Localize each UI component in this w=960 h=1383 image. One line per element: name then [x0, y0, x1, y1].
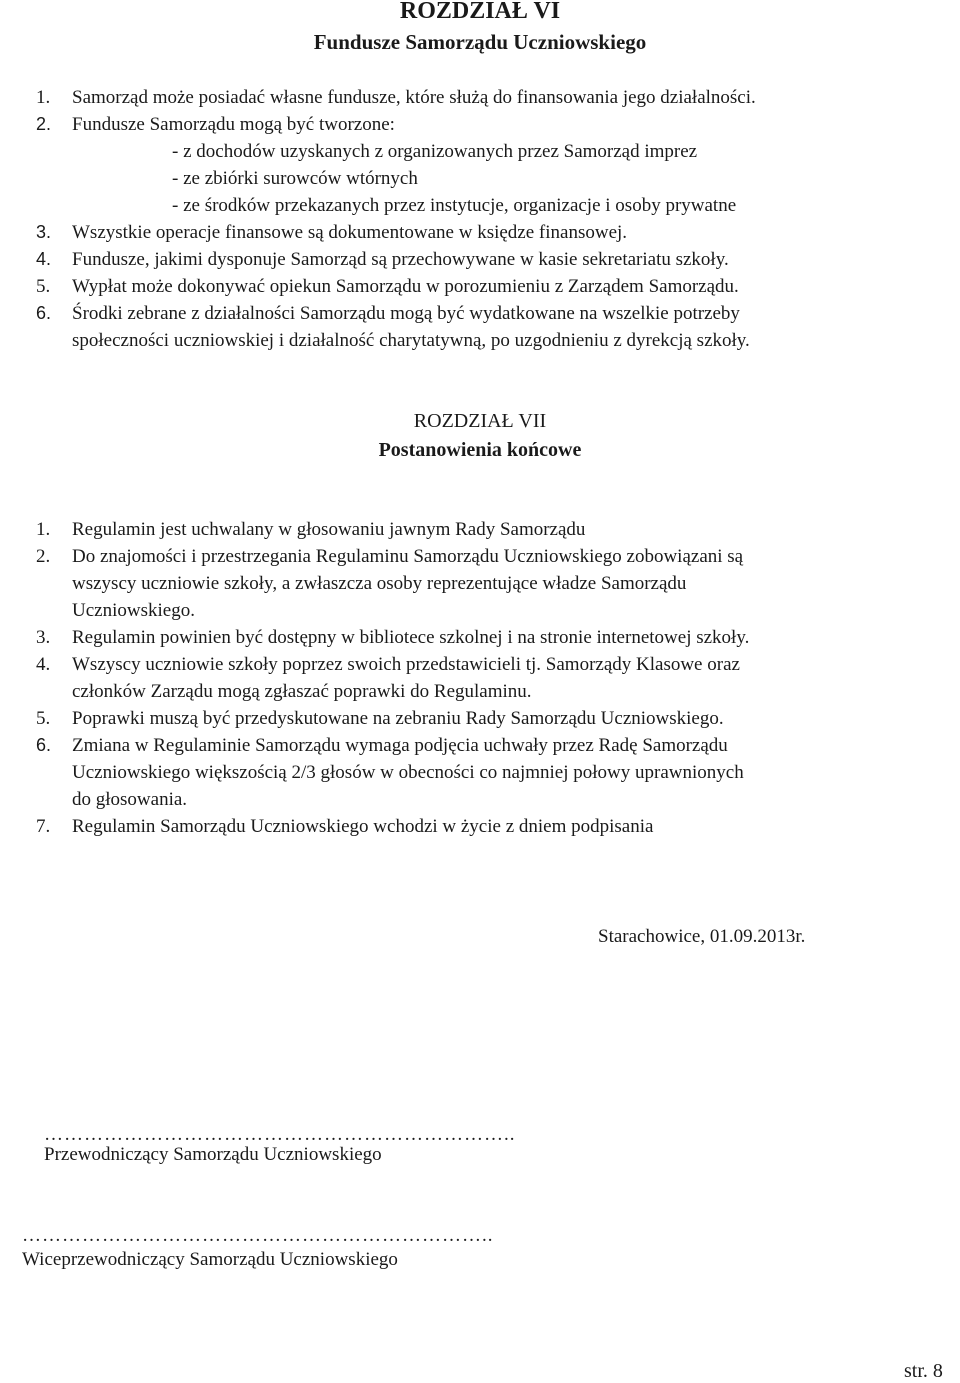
chapter6-list [36, 84, 946, 354]
signature-label-president: Przewodniczący Samorządu Uczniowskiego [44, 1144, 382, 1165]
item-number: 1. [36, 87, 51, 108]
item-text: Wszyscy uczniowie szkoły poprzez swoich przedstawicieli tj. Samorządy Klasowe oraz [72, 654, 740, 675]
item-number: 3. [36, 627, 51, 648]
list-item [36, 219, 946, 246]
item-number: 5. [36, 276, 51, 297]
chapter6-title: ROZDZIAŁ VI [399, 0, 561, 24]
item-text: Regulamin jest uchwalany w głosowaniu jawnym Rady Samorządu [72, 519, 586, 540]
item-text: Regulamin powinien być dostępny w bibliotece szkolnej i na stronie internetowej szkoły. [72, 627, 750, 648]
item-text: Regulamin Samorządu Uczniowskiego wchodzi w życie z dniem podpisania [72, 816, 654, 837]
list-item [36, 813, 946, 840]
list-item [36, 111, 946, 219]
chapter7-title: ROZDZIAŁ VII [413, 410, 547, 432]
item-text: do głosowania. [72, 789, 188, 810]
list-item [36, 84, 946, 111]
sub-item: - ze zbiórki surowców wtórnych [172, 168, 418, 189]
item-number: 4. [36, 249, 52, 269]
item-text: Samorząd może posiadać własne fundusze, które służą do finansowania jego działalności. [72, 87, 756, 108]
item-text: Wypłat może dokonywać opiekun Samorządu w porozumieniu z Zarządem Samorządu. [72, 276, 739, 297]
item-number: 5. [36, 708, 51, 729]
list-item [36, 516, 946, 543]
list-item [36, 273, 946, 300]
list-item [36, 543, 946, 624]
item-text: członków Zarządu mogą zgłaszać poprawki do Regulaminu. [72, 681, 532, 702]
item-text: Fundusze, jakimi dysponuje Samorząd są przechowywane w kasie sekretariatu szkoły. [72, 249, 729, 270]
sub-item: - ze środków przekazanych przez instytucje, organizacje i osoby prywatne [172, 195, 737, 216]
list-item [36, 624, 946, 651]
item-number: 6. [36, 735, 52, 755]
item-number: 1. [36, 519, 51, 540]
item-text: Fundusze Samorządu mogą być tworzone: [72, 114, 395, 135]
item-text: Poprawki muszą być przedyskutowane na zebraniu Rady Samorządu Uczniowskiego. [72, 708, 724, 729]
item-number: 2. [36, 546, 51, 567]
item-text: Wszystkie operacje finansowe są dokumentowane w księdze finansowej. [72, 222, 628, 243]
chapter7-list [36, 516, 946, 840]
signature-line: …………………………………………………………….. [22, 1225, 494, 1246]
chapter6-subtitle: Fundusze Samorządu Uczniowskiego [313, 30, 647, 54]
signature-line: …………………………………………………………….. [44, 1124, 516, 1145]
item-text: społeczności uczniowskiej i działalność charytatywną, po uzgodnieniu z dyrekcją szkoły. [72, 330, 750, 351]
list-item [36, 651, 946, 705]
list-item [36, 705, 946, 732]
item-text: wszyscy uczniowie szkoły, a zwłaszcza osoby reprezentujące władze Samorządu [72, 573, 687, 594]
item-text: Uczniowskiego. [72, 600, 195, 621]
item-text: Do znajomości i przestrzegania Regulaminu Samorządu Uczniowskiego zobowiązani są [72, 546, 744, 567]
item-number: 2. [36, 114, 52, 134]
item-number: 6. [36, 303, 52, 323]
sub-item: - z dochodów uzyskanych z organizowanych przez Samorząd imprez [172, 141, 698, 162]
chapter7-subtitle: Postanowienia końcowe [378, 439, 582, 461]
item-text: Zmiana w Regulaminie Samorządu wymaga podjęcia uchwały przez Radę Samorządu [72, 735, 728, 756]
list-item [36, 246, 946, 273]
item-number: 3. [36, 222, 52, 242]
signature-label-vice-president: Wiceprzewodniczący Samorządu Uczniowskiego [22, 1249, 398, 1270]
item-number: 4. [36, 654, 51, 675]
item-number: 7. [36, 816, 51, 837]
list-item [36, 732, 946, 813]
page-number: str. 8 [904, 1360, 943, 1382]
list-item [36, 300, 946, 354]
item-text: Środki zebrane z działalności Samorządu mogą być wydatkowane na wszelkie potrzeby [72, 303, 740, 324]
place-date: Starachowice, 01.09.2013r. [598, 926, 806, 947]
item-text: Uczniowskiego większością 2/3 głosów w obecności co najmniej połowy uprawnionych [72, 762, 744, 783]
